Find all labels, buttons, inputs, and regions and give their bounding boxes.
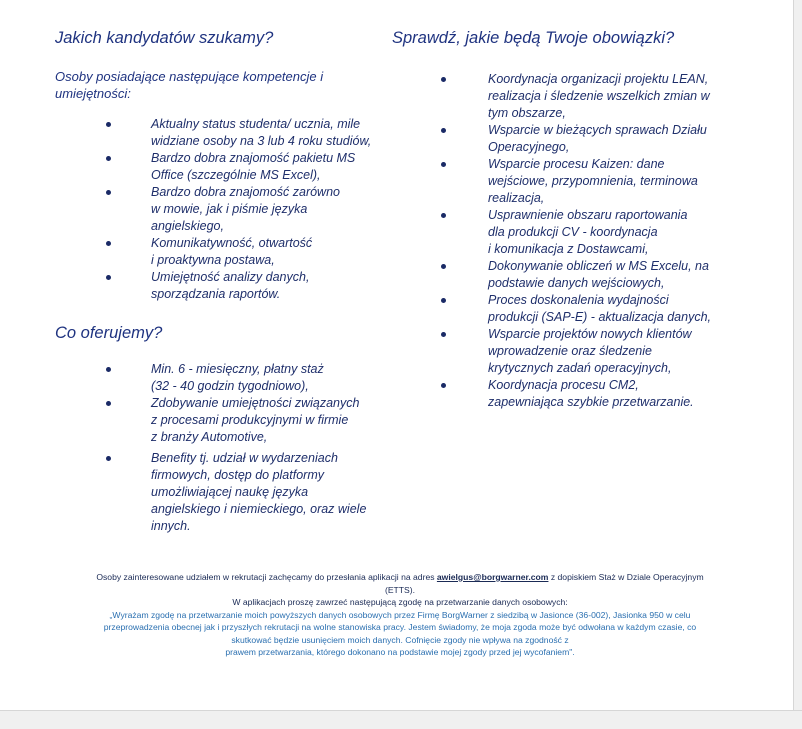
right-column <box>392 28 722 411</box>
duties-heading: Sprawdź, jakie będą Twoje obowiązki? <box>392 29 675 47</box>
list-item: Koordynacja organizacji projektu LEAN, realizacja i śledzenie wszelkich zmian w tym obszarze, <box>488 71 716 122</box>
list-item: Zdobywanie umiejętności związanych z procesami produkcyjnymi w firmie z branży Automotive, <box>151 395 391 446</box>
list-item: Umiejętność analizy danych, sporządzania raportów. <box>151 269 391 303</box>
page-edge-bottom <box>0 710 802 729</box>
left-column <box>55 28 385 535</box>
bullet-icon <box>441 162 446 167</box>
list-item: Benefity tj. udział w wydarzeniach firmowych, dostęp do platformy umożliwiającej naukę języka angielskiego i niemieckiego, oraz wiele innych. <box>151 450 391 535</box>
list-item: Wsparcie projektów nowych klientów wprowadzenie oraz śledzenie krytycznych zadań operacyjnych, <box>488 326 716 377</box>
bullet-icon <box>441 332 446 337</box>
application-instructions-cont: (ETTS). <box>384 584 416 595</box>
list-item: Koordynacja procesu CM2, zapewniająca szybkie przetwarzanie. <box>488 377 716 411</box>
list-item: Bardzo dobra znajomość pakietu MS Office (szczególnie MS Excel), <box>151 150 391 184</box>
list-item: Usprawnienie obszaru raportowania dla produkcji CV - koordynacja i komunikacja z Dostawcami, <box>488 207 716 258</box>
bullet-icon <box>106 241 111 246</box>
bullet-icon <box>106 401 111 406</box>
competences-intro: Osoby posiadające następujące kompetencje i umiejętności: <box>55 69 324 101</box>
email-link[interactable]: awielgus@borgwarner.com <box>436 572 549 582</box>
offer-list <box>151 361 391 535</box>
bullet-icon <box>106 275 111 280</box>
list-item: Bardzo dobra znajomość zarówno w mowie, jak i piśmie języka angielskiego, <box>151 184 391 235</box>
list-item: Proces doskonalenia wydajności produkcji (SAP-E) - aktualizacja danych, <box>488 292 716 326</box>
page-edge-right <box>793 0 802 729</box>
requirements-list <box>151 116 391 303</box>
bullet-icon <box>106 122 111 127</box>
list-item: Wsparcie procesu Kaizen: dane wejściowe, przypomnienia, terminowa realizacja, <box>488 156 716 207</box>
list-item: Wsparcie w bieżących sprawach Działu Operacyjnego, <box>488 122 716 156</box>
offer-heading: Co oferujemy? <box>55 324 163 342</box>
bullet-icon <box>441 298 446 303</box>
list-item: Komunikatywność, otwartość i proaktywna postawa, <box>151 235 391 269</box>
bullet-icon <box>441 128 446 133</box>
consent-text: „Wyrażam zgodę na przetwarzanie moich powyższych danych osobowych przez Firmę BorgWarner z siedzibą w Jasionce (36-002), Jasionka 950 w celu przeprowadzenia obecnej jak i przyszłych rekrutacji na wolne stanowiska pracy. Jestem świadomy, że moja zgoda może być odwołana w każdym czasie, co skutkować będzie usunięciem moich danych. Cofnięcie zgody nie wpływa na zgodność z prawem przetwarzania, którego dokonano na podstawie mojej zgody przed jej wycofaniem". <box>103 609 697 657</box>
bullet-icon <box>106 190 111 195</box>
list-item: Min. 6 - miesięczny, płatny staż (32 - 40 godzin tygodniowo), <box>151 361 391 395</box>
consent-intro: W aplikacjach proszę zawrzeć następującą zgodę na przetwarzanie danych osobowych: <box>232 597 568 607</box>
list-item: Aktualny status studenta/ ucznia, mile widziane osoby na 3 lub 4 roku studiów, <box>151 116 391 150</box>
bullet-icon <box>441 383 446 388</box>
duties-list <box>488 71 716 411</box>
application-footer <box>50 571 750 659</box>
candidates-heading: Jakich kandydatów szukamy? <box>55 29 274 47</box>
bullet-icon <box>441 213 446 218</box>
bullet-icon <box>106 456 111 461</box>
bullet-icon <box>441 77 446 82</box>
bullet-icon <box>441 264 446 269</box>
application-instructions: Osoby zainteresowane udziałem w rekrutacji zachęcamy do przesłania aplikacji na adres awielgus@borgwarner.com z dopiskiem Staż w Dziale Operacyjnym <box>96 572 704 582</box>
bullet-icon <box>106 367 111 372</box>
list-item: Dokonywanie obliczeń w MS Excelu, na podstawie danych wejściowych, <box>488 258 716 292</box>
bullet-icon <box>106 156 111 161</box>
